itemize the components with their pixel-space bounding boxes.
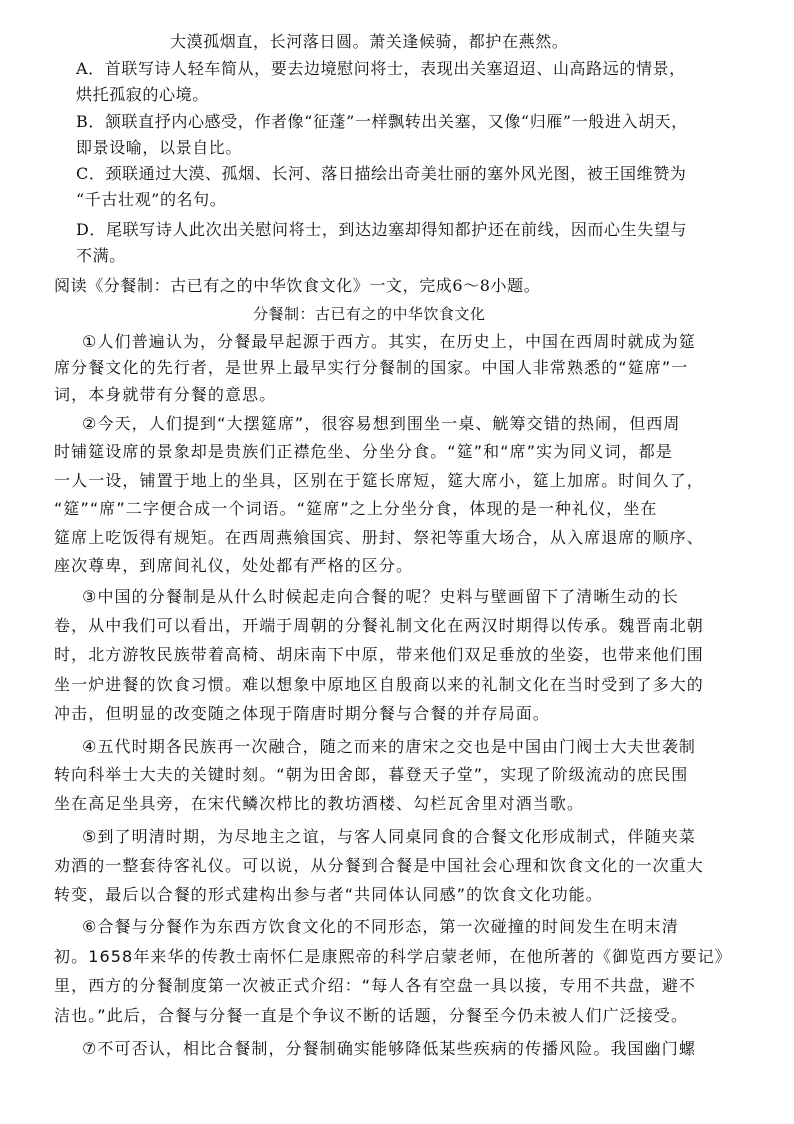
paragraph-3-line-4: 坐一炉进餐的饮食习惯。难以想象中原地区自殷商以来的礼制文化在当时受到了多大的 — [54, 675, 704, 694]
paragraph-3-line-1: ③中国的分餐制是从什么时候起走向合餐的呢？史料与壁画留下了清晰生动的长 — [82, 587, 679, 606]
paragraph-6-line-1: ⑥合餐与分餐作为东西方饮食文化的不同形态，第一次碰撞的时间发生在明末清 — [82, 917, 679, 936]
paragraph-2-line-2: 时铺筵设席的景象却是贵族们正襟危坐、分坐分食。“筵”和“席”实为同义词，都是 — [54, 442, 673, 461]
paragraph-6-line-3: 里，西方的分餐制度第一次被正式介绍：“每人各有空盘一具以接，专用不共盘，避不 — [54, 976, 697, 995]
paragraph-5-line-1: ⑤到了明清时期，为尽地主之谊，与客人同桌同食的合餐文化形成制式，伴随夹菜 — [82, 827, 696, 846]
option-a-line-1: A．首联写诗人轻车简从，要去边境慰问将士，表现出关塞迢迢、山高路远的情景， — [76, 59, 686, 78]
poem-tail-line: 大漠孤烟直，长河落日圆。萧关逢候骑，都护在燕然。 — [170, 32, 569, 51]
option-b-line-1: B．颔联直抒内心感受，作者像“征蓬”一样飘转出关塞，又像“归雁”一般进入胡天， — [76, 112, 688, 131]
paragraph-2-line-1: ②今天，人们提到“大摆筵席”，很容易想到围坐一桌、觥筹交错的热闹，但西周 — [82, 414, 681, 433]
paragraph-3-line-3: 时，北方游牧民族带着高椅、胡床南下中原，带来他们双足垂放的坐姿，也带来他们围 — [54, 645, 704, 664]
option-d-line-1: D．尾联写诗人此次出关慰问将士，到达边塞却得知都护还在前线，因而心生失望与 — [76, 220, 688, 239]
paragraph-2-line-5: 筵席上吃饭得有规矩。在西周燕飨国宾、册封、祭祀等重大场合，从入席退席的顺序、 — [54, 528, 704, 547]
paragraph-3-line-5: 冲击，但明显的改变随之体现于隋唐时期分餐与合餐的并存局面。 — [54, 704, 550, 723]
paragraph-2-line-6: 座次尊卑，到席间礼仪，处处都有严格的区分。 — [54, 556, 414, 575]
paragraph-2-line-3: 一人一设，铺置于地上的坐具，区别在于筵长席短，筵大席小，筵上加席。时间久了， — [54, 471, 704, 490]
paragraph-6-line-4: 洁也。”此后，合餐与分餐一直是个争议不断的话题，分餐至今仍未被人们广泛接受。 — [54, 1006, 689, 1025]
paragraph-6-line-2: 初。1658年来华的传教士南怀仁是康熙帝的科学启蒙老师，在他所著的《御览西方要记》 — [54, 947, 732, 966]
paragraph-2-line-4: “筵”“席”二字便合成一个词语。“筵席”之上分坐分食，体现的是一种礼仪，坐在 — [54, 499, 658, 518]
paragraph-1-line-2: 席分餐文化的先行者，是世界上最早实行分餐制的国家。中国人非常熟悉的“筵席”一 — [54, 358, 689, 377]
reading-instruction: 阅读《分餐制：古已有之的中华饮食文化》一文，完成6～8小题。 — [54, 276, 541, 295]
option-a-line-2: 烘托孤寂的心境。 — [76, 85, 209, 104]
paragraph-1-line-1: ①人们普遍认为，分餐最早起源于西方。其实，在历史上，中国在西周时就成为筵 — [82, 332, 696, 351]
paragraph-4-line-3: 坐在高足坐具旁，在宋代鳞次栉比的教坊酒楼、勾栏瓦舍里对酒当歌。 — [54, 794, 585, 813]
paragraph-7-line-1: ⑦不可否认，相比合餐制，分餐制确实能够降低某些疾病的传播风险。我国幽门螺 — [82, 1039, 696, 1058]
option-b-line-2: 即景设喻，以景自比。 — [76, 138, 243, 157]
paragraph-5-line-3: 转变，最后以合餐的形式建构出参与者“共同体认同感”的饮食文化功能。 — [54, 885, 603, 904]
option-c-line-2: “千古壮观”的名句。 — [76, 190, 227, 209]
article-title: 分餐制：古已有之的中华饮食文化 — [253, 305, 486, 323]
option-c-line-1: C．颈联通过大漠、孤烟、长河、落日描绘出奇美壮丽的塞外风光图，被王国维赞为 — [76, 164, 687, 183]
paragraph-4-line-2: 转向科举士大夫的关键时刻。“朝为田舍郎，暮登天子堂”，实现了阶级流动的庶民围 — [54, 765, 689, 784]
paragraph-1-line-3: 词，本身就带有分餐的意思。 — [54, 385, 277, 404]
option-d-line-2: 不满。 — [76, 246, 126, 265]
paragraph-5-line-2: 劝酒的一整套待客礼仪。可以说，从分餐到合餐是中国社会心理和饮食文化的一次重大 — [54, 856, 704, 875]
paragraph-4-line-1: ④五代时期各民族再一次融合，随之而来的唐宋之交也是中国由门阀士大夫世袭制 — [82, 737, 696, 756]
paragraph-3-line-2: 卷，从中我们可以看出，开端于周朝的分餐礼制文化在两汉时期得以传承。魏晋南北朝 — [54, 616, 704, 635]
